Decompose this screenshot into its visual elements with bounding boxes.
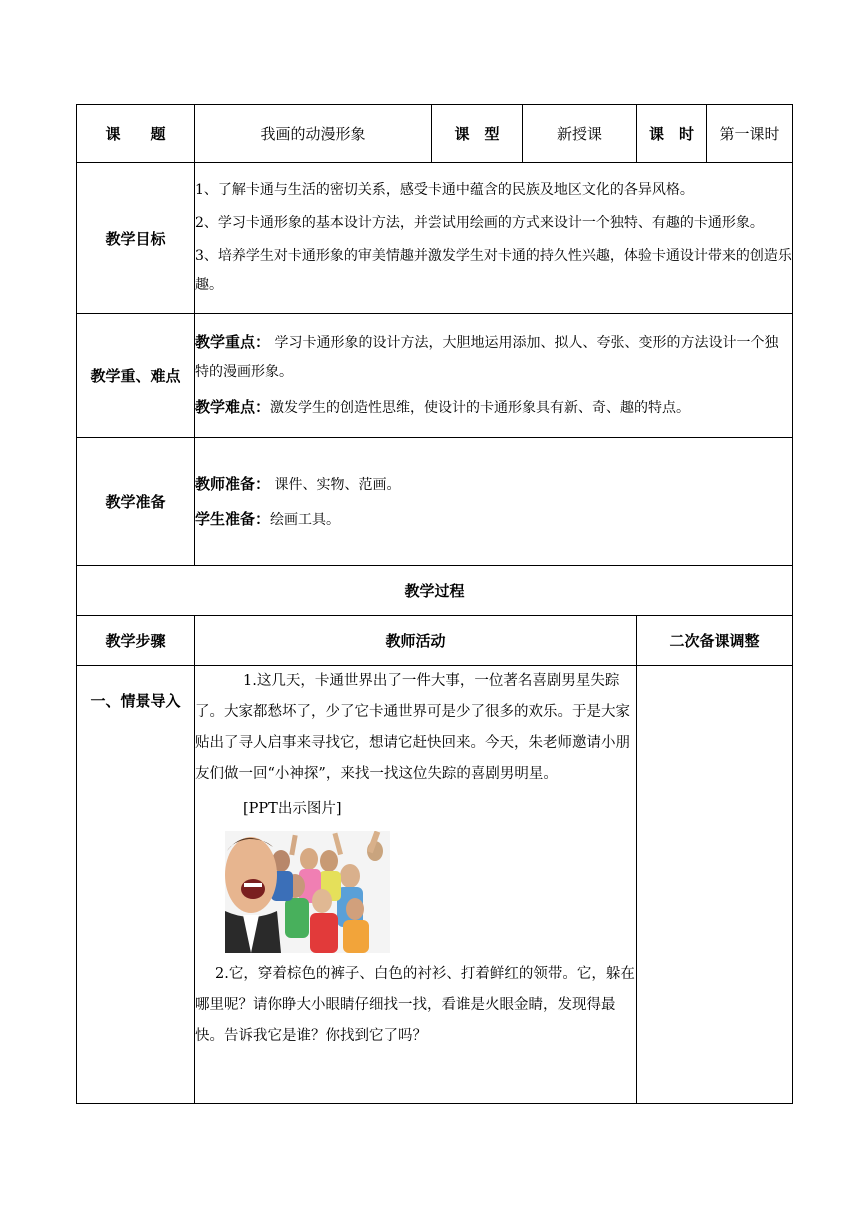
activity-paragraph-2: 2.它，穿着棕色的裤子、白色的衬衫、打着鲜红的领带。它，躲在哪里呢？请你睁大小眼睛仔细找一找，看谁是火眼金睛，发现得最快。告诉我它是谁？你找到它了吗？	[195, 966, 635, 1044]
key-points-label: 教学重、难点	[77, 314, 195, 438]
preparation-content	[195, 438, 793, 566]
preparation-row	[77, 438, 793, 566]
step1-label: 一、情景导入	[77, 666, 195, 1104]
difficulty-label: 教学难点：	[195, 398, 271, 416]
student-prep-label: 学生准备：	[195, 509, 271, 528]
difficulty-text: 激发学生的创造性思维，使设计的卡通形象具有新、奇、趣的特点。	[270, 400, 691, 416]
objective-item-1: 1、了解卡通与生活的密切关系，感受卡通中蕴含的民族及地区文化的各异风格。	[195, 182, 694, 198]
step1-activity	[195, 666, 637, 1104]
step1-adjust-cell	[637, 666, 793, 1104]
type-value: 新授课	[523, 105, 637, 163]
period-value: 第一课时	[707, 105, 793, 163]
objectives-label: 教学目标	[77, 163, 195, 314]
objective-item-3: 3、培养学生对卡通形象的审美情趣并激发学生对卡通的持久性兴趣，体验卡通设计带来的创造乐趣。	[195, 248, 792, 293]
student-prep-paragraph	[195, 502, 792, 537]
teacher-prep-label: 教师准备：	[195, 474, 271, 493]
col-activity-header: 教师活动	[195, 616, 637, 666]
teacher-prep-paragraph	[195, 467, 792, 502]
student-prep-text: 绘画工具。	[270, 511, 341, 528]
process-title: 教学过程	[77, 566, 793, 616]
period-label: 课 时	[637, 105, 707, 163]
difficulty-paragraph	[195, 393, 792, 423]
key-points-row	[77, 314, 793, 438]
focus-paragraph	[195, 328, 792, 387]
type-label: 课 型	[432, 105, 523, 163]
objective-item-2: 2、学习卡通形象的基本设计方法，并尝试用绘画的方式来设计一个独特、有趣的卡通形象。	[195, 215, 764, 231]
lesson-plan-table	[76, 104, 793, 1104]
step-row	[77, 666, 793, 1104]
objectives-row	[77, 163, 793, 314]
topic-label: 课 题	[77, 105, 195, 163]
focus-label: 教学重点：	[195, 333, 271, 351]
objectives-content	[195, 163, 793, 314]
focus-text: 学习卡通形象的设计方法，大胆地运用添加、拟人、夸张、变形的方法设计一个独特的漫画形象。	[195, 335, 779, 380]
group-of-laughing-people-photo	[225, 831, 390, 953]
activity-paragraph-1: 1.这几天，卡通世界出了一件大事，一位著名喜剧男星失踪了。大家都愁坏了，少了它卡通世界可是少了很多的欢乐。于是大家贴出了寻人启事来寻找它，想请它赶快回来。今天，朱老师邀请小朋友们做一回“小神探”，来找一找这位失踪的喜剧男明星。	[195, 673, 630, 782]
process-title-row	[77, 566, 793, 616]
col-adjust-header: 二次备课调整	[637, 616, 793, 666]
header-row	[77, 105, 793, 163]
ppt-note: [PPT出示图片]	[243, 801, 342, 817]
process-header-row	[77, 616, 793, 666]
col-step-header: 教学步骤	[77, 616, 195, 666]
key-points-content	[195, 314, 793, 438]
teacher-prep-text: 课件、实物、范画。	[270, 476, 401, 493]
topic-value: 我画的动漫形象	[195, 105, 432, 163]
preparation-label: 教学准备	[77, 438, 195, 566]
